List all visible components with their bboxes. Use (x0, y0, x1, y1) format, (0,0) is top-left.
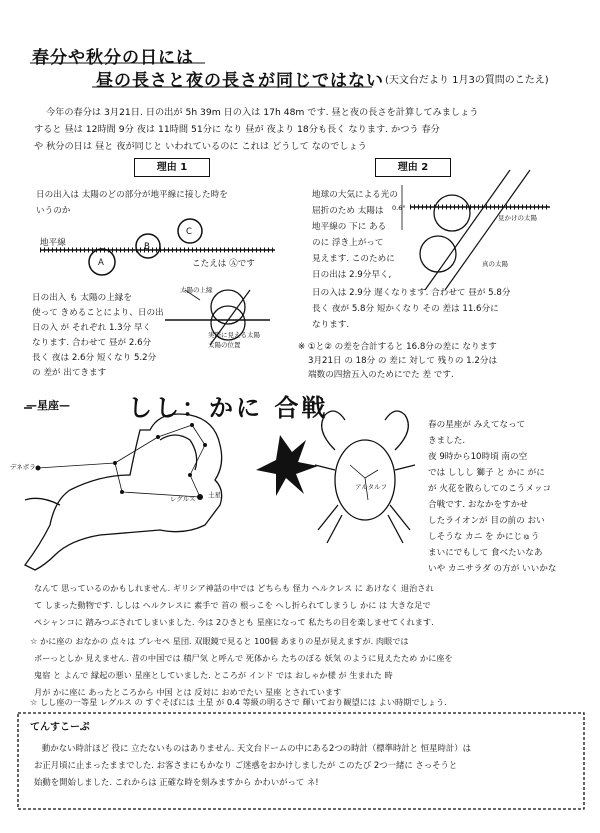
apparent-sun (434, 195, 470, 231)
reason1-label: 理由 1 (134, 158, 210, 177)
page-title-line2: 昼の長さと夜の長さが同じではない (96, 71, 384, 91)
reason2-line-5: 見えます. このために (312, 254, 395, 264)
star-note-5: ☆ しし座の一等星 レグルス の すぐそばには 土星 が 0.4 等級の明るさで 輝いており観望には よい時期でしょう. (30, 697, 447, 707)
right-text-4: では ししし 獅子 と かに がに (428, 468, 545, 478)
reason2-line-7: 日の入は 2.9分 遅くなります. 合わせて 昼が 5.8分 (312, 288, 511, 298)
altarf-label: アルタルフ (355, 483, 387, 491)
reason1-answer: こたえは Ⓐです (192, 259, 255, 269)
denebola-label: デネボラ (10, 463, 36, 471)
right-text-1: 春の星座が みえてなって (428, 420, 526, 430)
star-note-2: ボーっとしか 見えません. 昔の中国では 積尸気 と呼んで 死体から たちのぼる 妖気 のように見えたため かに座を (34, 653, 453, 663)
intro-line-3: や 秋分の日は 昼と 夜が同じと いわれているのに これは どうして なのでしょう (34, 141, 367, 152)
circle-label-a: A (98, 258, 104, 268)
reason1-line-1: 日の出入は 太陽のどの部分が地平線に接した時を (36, 190, 228, 200)
note-line-1: ※ ①と② の差を合計すると 16.8分の差に なります (298, 342, 497, 352)
right-text-9: まいにでもして 食べたいなあ (428, 548, 543, 558)
intro-line-2: すると 昼は 12時間 9分 夜は 11時間 51分に なり 昼が 夜より 18分も長く なります. かつう 春分 (34, 124, 440, 135)
true-sun-label: 真の太陽 (482, 260, 508, 268)
tenji-label: てんすこーぷ (30, 722, 90, 733)
right-text-8: しそうな カニ を かにじゅう (428, 532, 540, 542)
reason2-line-6: 日の出は 2.9分早く, (312, 270, 392, 280)
body-line-2: て しまった動物です. ししは ヘルクレスに 素手で 首の 根っこを へし折られてしまうし かに は 大きな足で (34, 600, 431, 610)
regulus-label: レグルス (170, 495, 196, 503)
circle-label-c: C (186, 227, 193, 237)
note-line-2: 3月21日 の 18分 の 差に 対して 残りの 1.2分は (308, 356, 498, 366)
reason1-detail-1: 日の出入 も 太陽の上縁を (32, 293, 132, 303)
constellation-headline: しし：かに 合戦 (128, 394, 329, 422)
right-text-2: きました. (428, 436, 466, 446)
tenji-line-1: 動かない時計ほど 役に 立たないものはありません. 天文台ドームの中にある2つの時計（標準時計と 恒星時計）は (42, 743, 472, 753)
apparent-sun-label: 見かけの太陽 (498, 214, 537, 222)
diagram-label-position: 太陽の位置 (208, 341, 241, 349)
cancer-figure (315, 411, 415, 543)
reason1-detail-6: の 差が 出てきます (32, 368, 107, 378)
title-note: (天文台だより 1月3の質問のこたえ) (385, 75, 549, 86)
reason1-detail-4: なります. 合わせて 昼が 2.6分 (32, 338, 152, 348)
reason2-line-2: 屈折のため 太陽は (312, 206, 384, 216)
reason1-detail-3: 日の入 が それぞれ 1.3分 早く (32, 323, 152, 333)
constellation-section-label: —星座— (26, 399, 70, 412)
diagram-label-upper-limb: 太陽の上縁 (180, 286, 213, 294)
horizon-label: 地平線 (40, 238, 66, 248)
note-line-3: 端数の四捨五入のためにでた 差 です. (308, 370, 454, 380)
intro-line-1: 今年の春分は 3月21日. 日の出が 5h 39m 日の入は 17h 48m です. 昼と夜の長さを計算してみましょう (46, 107, 479, 118)
body-line-1: なんて 思っているのかもしれません. ギリシア神話の中では どちらも 怪力 ヘルクレス に あけなく 退治され (34, 583, 434, 593)
reason1-detail-2: 使って きめることにより、日の出 (32, 308, 164, 318)
saturn-label: 土星 (208, 491, 221, 499)
star-note-4: 月が かに座に あったところから 中国 とは 反対に おめでたい 星座 とされています (34, 687, 342, 697)
reason1-line-2: いうのか (36, 206, 71, 216)
reason2-line-4: のに 浮き上がって (312, 238, 384, 248)
right-text-7: したライオンが 目の前の おい (428, 516, 545, 526)
reason2-line-8: 長く 夜が 5.8分 短かくなり その 差は 11.6分に (312, 304, 499, 314)
circle-label-b: B (144, 242, 150, 252)
clash-burst (256, 435, 318, 496)
page-title-line1: 春分や秋分の日には (32, 48, 194, 68)
reason2-line-1: 地球の大気による光の (312, 190, 398, 200)
angle-label: 0.6° (392, 204, 406, 212)
right-text-3: 夜 9時から10時頃 南の空 (428, 452, 528, 462)
right-text-10: いや カニサラダ の方が いいかな (428, 564, 557, 574)
reason2-line-9: なります. (312, 320, 350, 330)
reason2-label: 理由 2 (375, 158, 451, 177)
tenji-line-2: お正月頃に止まったままでした. お客さまにもかなり ご迷惑をおかけしましたが このたび 2つ一緒に さっそうと (34, 760, 458, 770)
tenji-line-3: 始動を開始しました. これからは 正確な時を刻みますから かわいがって ネ! (34, 777, 319, 787)
diagram-label-visible: 実際に見える太陽 (208, 331, 260, 339)
star-note-1: ☆ かに座の おなかの 点々は プレセペ 星団. 双眼鏡で見ると 100個 あまりの星が見えますが. 肉眼では (30, 636, 409, 646)
reason1-detail-5: 長く 夜は 2.6分 短くなり 5.2分 (32, 353, 157, 363)
body-line-3: ペシャンコに 踏みつぶされてしまいました. 今は 2ひきとも 星座になって 私たちの目を楽しませてくれます. (34, 617, 434, 627)
star-note-3: 鬼宿 と よんで 縁起の悪い 星座としていました. ところが インド では おしゃか様 が 生まれた 時 (34, 670, 393, 680)
right-text-6: 合戦です. おなかをすかせ (428, 500, 528, 510)
reason2-line-3: 地平線の 下に ある (312, 222, 387, 232)
right-text-5: が 火花を散らしてのこうメッコ (428, 484, 552, 494)
refraction-diagram (402, 170, 550, 290)
